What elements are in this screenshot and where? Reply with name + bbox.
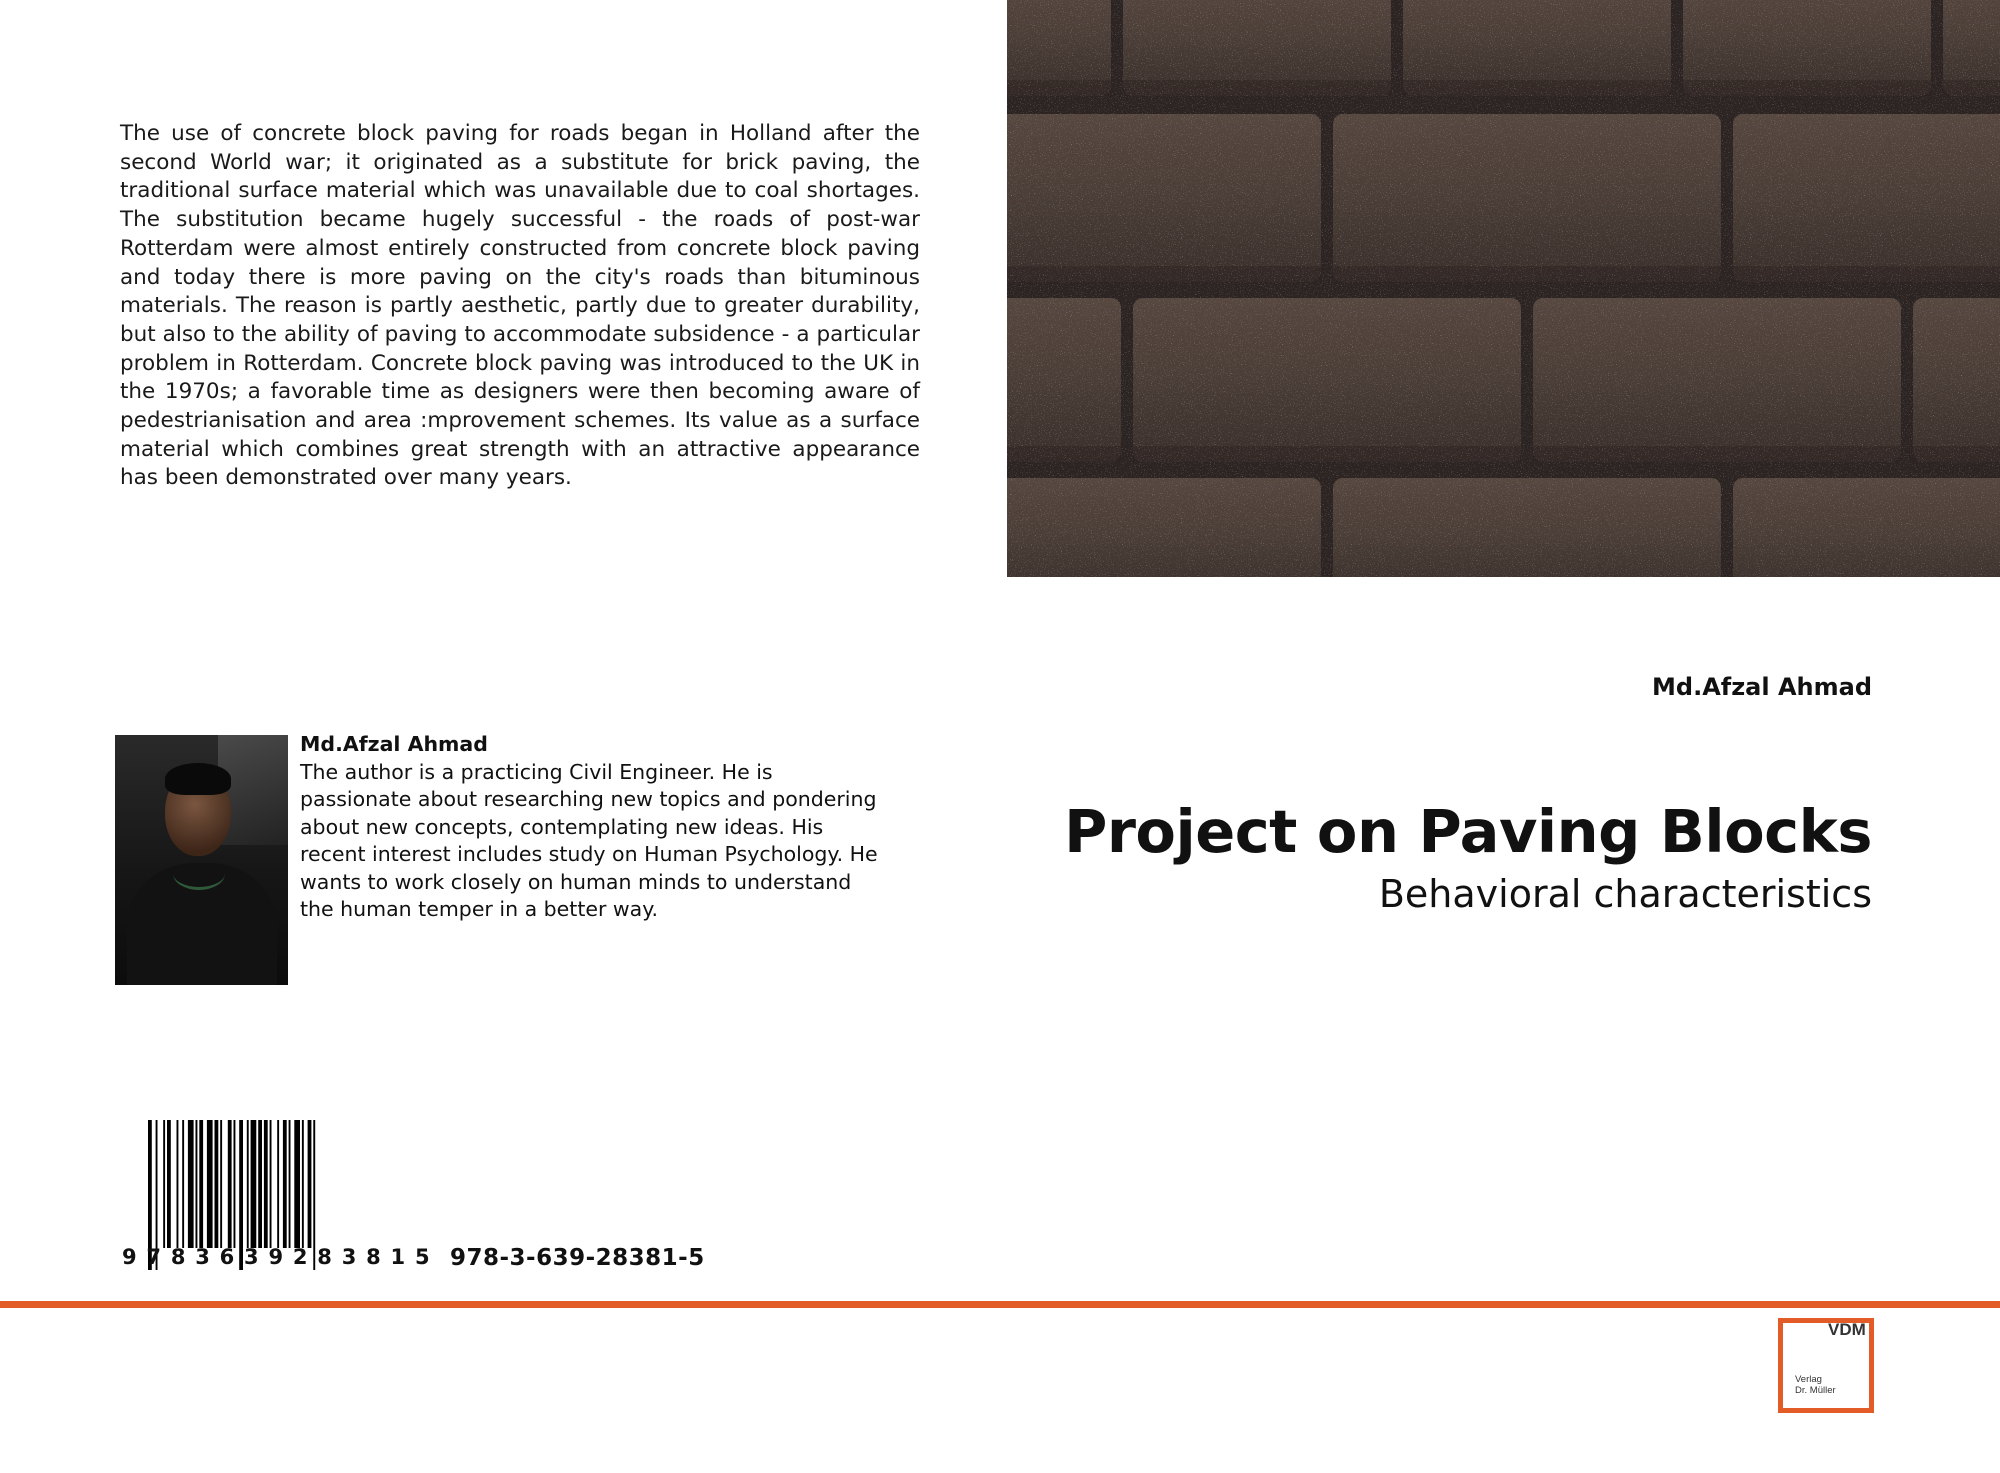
author-bio <box>300 731 880 924</box>
publisher-logo-subtext: Verlag Dr. Müller <box>1795 1374 1836 1396</box>
cover-image-stone-wall <box>1007 0 2000 577</box>
book-title: Project on Paving Blocks <box>1064 797 1872 866</box>
publisher-logo-text: VDM <box>1828 1320 1866 1339</box>
author-bio-text: The author is a practicing Civil Engineer. He is passionate about researching new topics and pondering about new concepts, contemplating new ideas. His recent interest includes study on Human Psychology. He wants to work closely on human minds to understand the human temper in a better way. <box>300 759 878 921</box>
publisher-logo <box>1778 1318 1874 1413</box>
front-author: Md.Afzal Ahmad <box>1652 673 1872 701</box>
author-bio-name: Md.Afzal Ahmad <box>300 732 488 756</box>
barcode-digits: 9783639283815 <box>122 1245 440 1269</box>
isbn-number: 978-3-639-28381-5 <box>450 1245 705 1271</box>
orange-divider <box>0 1301 2000 1308</box>
author-photo <box>115 735 288 985</box>
book-subtitle: Behavioral characteristics <box>1378 872 1872 916</box>
back-cover-blurb: The use of concrete block paving for roads began in Holland after the second World war; it originated as a substitute for brick paving, the traditional surface material which was unavailable due to coal shortages. The substitution became hugely successful - the roads of post-war Rotterdam were almost entirely constructed from concrete block paving and today there is more paving on the city's roads than bituminous materials. The reason is partly aesthetic, partly due to greater durability, but also to the ability of paving to accommodate subsidence - a particular problem in Rotterdam. Concrete block paving was introduced to the UK in the 1970s; a favorable time as designers were then becoming aware of pedestrianisation and area :mprovement schemes. Its value as a surface material which combines great strength with an attractive appearance has been demonstrated over many years. <box>120 121 920 491</box>
